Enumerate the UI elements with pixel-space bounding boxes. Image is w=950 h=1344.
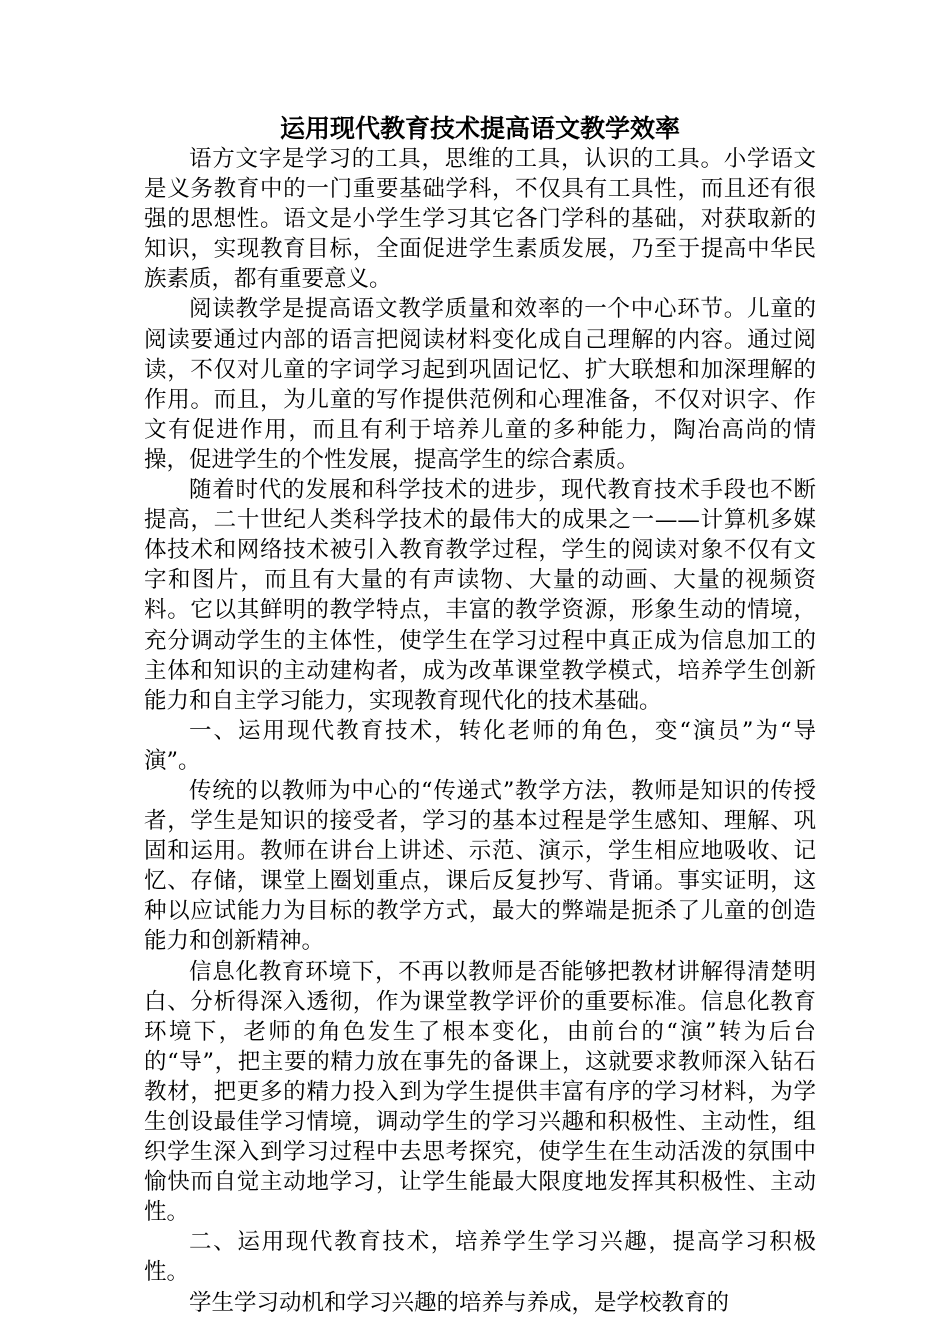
paragraph-5: 信息化教育环境下，不再以教师是否能够把教材讲解得清楚明白、分析得深入透彻，作为课堂教学评价的重要标准。信息化教育环境下，老师的角色发生了根本变化，由前台的“演”转为后台的“导”，把主要的精力放在事先的备课上，这就要求教师深入钻石教材，把更多的精力投入到为学生提供丰富有序的学习材料，为学生创设最佳学习情境，调动学生的学习兴趣和积极性、主动性，组织学生深入到学习过程中去思考探究，使学生在生动活泼的氛围中愉快而自觉主动地学习，让学生能最大限度地发挥其积极性、主动性。 — [144, 958, 816, 1226]
paragraph-4: 传统的以教师为中心的“传递式”教学方法，教师是知识的传授者，学生是知识的接受者，学习的基本过程是学生感知、理解、巩固和运用。教师在讲台上讲述、示范、演示，学生相应地吸收、记忆、存储，课堂上圈划重点，课后反复抄写、背诵。事实证明，这种以应试能力为目标的教学方式，最大的弊端是扼杀了儿童的创造能力和创新精神。 — [144, 777, 816, 955]
paragraph-2: 阅读教学是提高语文教学质量和效率的一个中心环节。儿童的阅读要通过内部的语言把阅读材料变化成自己理解的内容。通过阅读，不仅对儿童的字词学习起到巩固记忆、扩大联想和加深理解的作用。而且，为儿童的写作提供范例和心理准备，不仅对识字、作文有促进作用，而且有利于培养儿童的多种能力，陶冶高尚的情操，促进学生的个性发展，提高学生的综合素质。 — [144, 296, 816, 473]
document-page — [144, 114, 816, 1318]
section-heading-2: 二、运用现代教育技术，培养学生学习兴趣，提高学习积极性。 — [144, 1229, 816, 1286]
document-title: 运用现代教育技术提高语文教学效率 — [279, 114, 680, 143]
paragraph-1: 语方文字是学习的工具，思维的工具，认识的工具。小学语文是义务教育中的一门重要基础学科，不仅具有工具性，而且还有很强的思想性。语文是小学生学习其它各门学科的基础，对获取新的知识，实现教育目标，全面促进学生素质发展，乃至于提高中华民族素质，都有重要意义。 — [144, 146, 816, 293]
section-heading-1: 一、运用现代教育技术，转化老师的角色，变“演员”为“导演”。 — [144, 717, 816, 774]
paragraph-6: 学生学习动机和学习兴趣的培养与养成，是学校教育的 — [189, 1289, 730, 1316]
paragraph-3: 随着时代的发展和科学技术的进步，现代教育技术手段也不断提高，二十世纪人类科学技术的最伟大的成果之一——计算机多媒体技术和网络技术被引入教育教学过程，学生的阅读对象不仅有文字和图片，而且有大量的有声读物、大量的动画、大量的视频资料。它以其鲜明的教学特点，丰富的教学资源，形象生动的情境，充分调动学生的主体性，使学生在学习过程中真正成为信息加工的主体和知识的主动建构者，成为改革课堂教学模式，培养学生创新能力和自主学习能力，实现教育现代化的技术基础。 — [144, 477, 816, 714]
